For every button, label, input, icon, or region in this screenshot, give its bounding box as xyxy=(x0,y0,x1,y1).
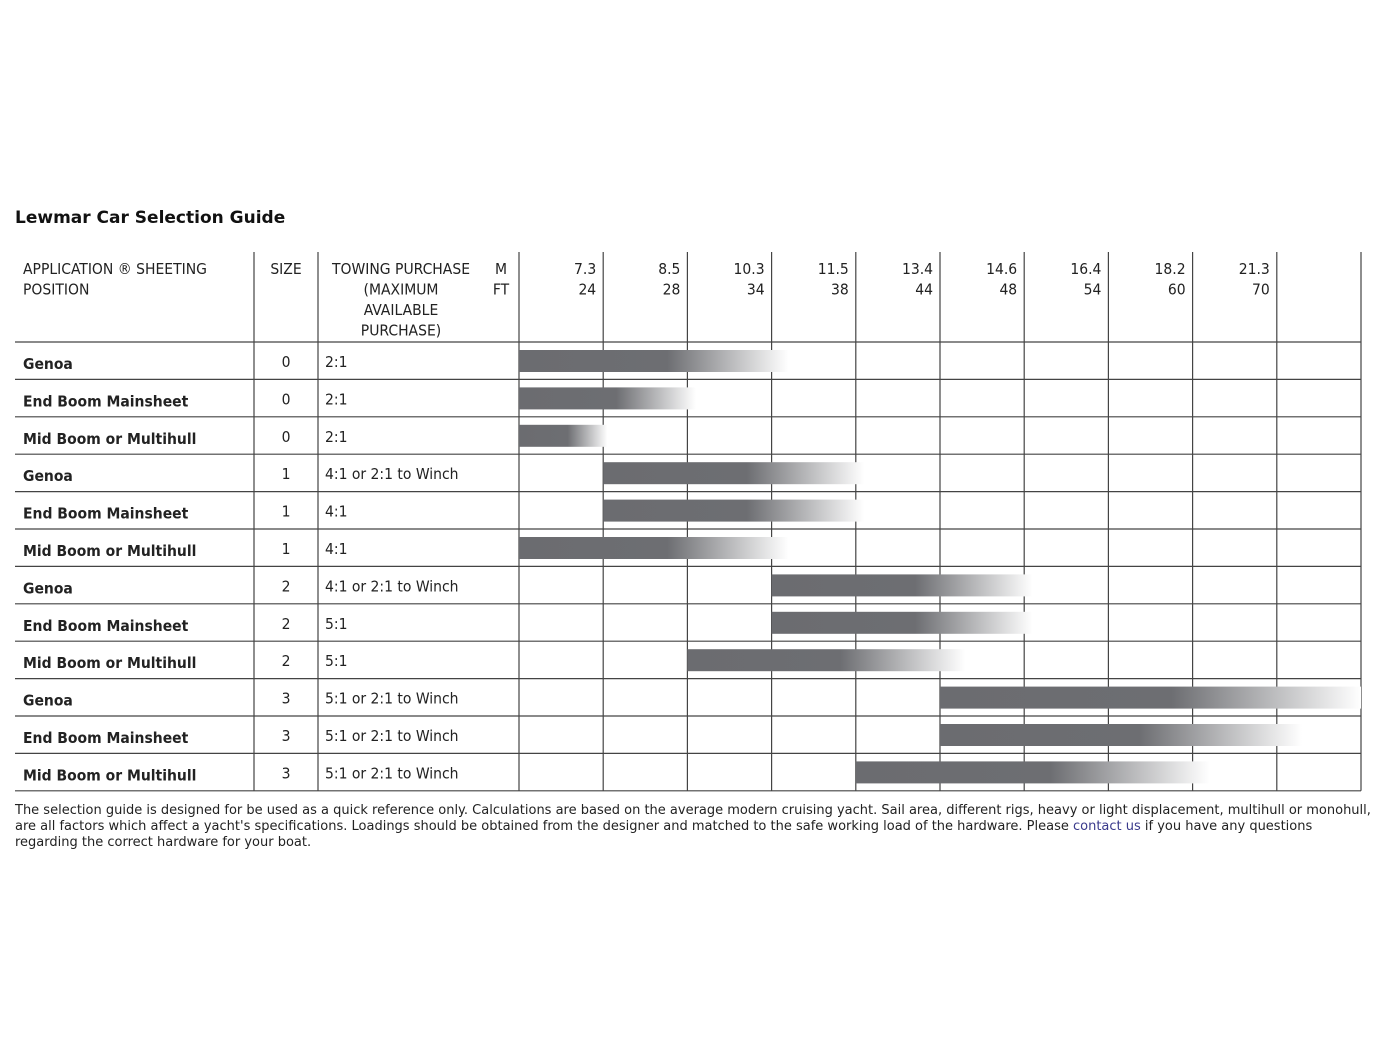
contact-us-link[interactable]: contact us xyxy=(1072,819,1141,834)
x-tick-m: 11.5 xyxy=(817,260,849,278)
row-application: Mid Boom or Multihull xyxy=(23,429,197,448)
header-unit-ft: FT xyxy=(492,280,510,299)
footnote-text-end: if you have any questions regarding the correct hardware for your boat. xyxy=(15,819,1313,850)
row-application: Genoa xyxy=(23,579,73,598)
row-application: End Boom Mainsheet xyxy=(23,729,189,747)
x-tick-m: 18.2 xyxy=(1154,260,1186,278)
header-towing: (MAXIMUM xyxy=(363,280,439,299)
x-tick-m: 16.4 xyxy=(1070,260,1102,278)
row-application: End Boom Mainsheet xyxy=(23,392,189,411)
header-application: APPLICATION ® SHEETING xyxy=(23,260,207,278)
row-application: End Boom Mainsheet xyxy=(23,504,189,523)
row-size: 2 xyxy=(281,652,291,671)
row-towing: 5:1 or 2:1 to Winch xyxy=(325,727,459,745)
range-bar xyxy=(603,500,864,522)
range-bar xyxy=(519,537,788,559)
x-tick-m: 8.5 xyxy=(658,260,681,278)
row-towing: 4:1 or 2:1 to Winch xyxy=(325,577,459,596)
row-towing: 5:1 or 2:1 to Winch xyxy=(325,689,459,708)
row-size: 1 xyxy=(281,465,291,484)
row-size: 3 xyxy=(281,727,291,745)
range-bar xyxy=(856,761,1210,783)
x-tick-m: 10.3 xyxy=(733,260,765,278)
row-towing: 4:1 xyxy=(325,502,348,521)
row-towing: 5:1 xyxy=(325,614,348,633)
range-bar xyxy=(772,612,1033,634)
header-towing: PURCHASE) xyxy=(360,321,442,340)
range-bar xyxy=(772,574,1033,596)
x-tick-ft: 28 xyxy=(662,280,681,299)
row-application: Genoa xyxy=(23,355,73,373)
row-size: 1 xyxy=(281,502,291,521)
header-towing: AVAILABLE xyxy=(363,301,439,319)
row-size: 1 xyxy=(281,540,291,558)
header-size: SIZE xyxy=(270,260,302,278)
row-towing: 4:1 or 2:1 to Winch xyxy=(325,465,459,484)
page-title: Lewmar Car Selection Guide xyxy=(15,208,286,228)
x-tick-m: 7.3 xyxy=(574,260,597,278)
range-bar xyxy=(940,687,1361,709)
header-application: POSITION xyxy=(23,280,90,299)
range-bar xyxy=(519,350,788,372)
header-towing: TOWING PURCHASE xyxy=(331,260,471,278)
row-size: 2 xyxy=(281,614,291,633)
row-application: Mid Boom or Multihull xyxy=(23,654,197,673)
row-size: 3 xyxy=(281,689,291,708)
x-tick-ft: 70 xyxy=(1252,280,1270,299)
row-size: 0 xyxy=(281,353,291,371)
row-towing: 2:1 xyxy=(325,353,348,371)
row-size: 3 xyxy=(281,764,291,783)
x-tick-ft: 44 xyxy=(915,280,933,299)
x-tick-ft: 38 xyxy=(831,280,849,299)
row-application: Genoa xyxy=(23,467,73,486)
x-tick-ft: 60 xyxy=(1167,280,1186,299)
range-bar xyxy=(519,387,696,409)
row-application: Mid Boom or Multihull xyxy=(23,766,197,785)
range-bar xyxy=(940,724,1302,746)
row-application: Mid Boom or Multihull xyxy=(23,542,197,560)
x-tick-m: 13.4 xyxy=(901,260,933,278)
range-bar xyxy=(687,649,965,671)
row-application: End Boom Mainsheet xyxy=(23,616,189,635)
footnote-text: The selection guide is designed for be used as a quick reference only. Calculations are based on the average modern cruising yacht. Sail area, different rigs, heavy or light displacement, multihull or monohull, are all factors which affect a yacht's specifications. Loadings should be obtained from the designer and matched to the safe working load of the hardware. Please xyxy=(15,803,1371,834)
row-towing: 4:1 xyxy=(325,540,348,558)
x-tick-ft: 54 xyxy=(1083,280,1102,299)
range-bar xyxy=(519,425,607,447)
header-unit-m: M xyxy=(494,260,508,278)
row-towing: 2:1 xyxy=(325,390,348,409)
footnote xyxy=(15,803,1375,851)
row-towing: 5:1 xyxy=(325,652,348,671)
row-size: 0 xyxy=(281,427,291,446)
x-tick-ft: 48 xyxy=(999,280,1018,299)
x-tick-ft: 34 xyxy=(746,280,765,299)
row-towing: 5:1 or 2:1 to Winch xyxy=(325,764,459,783)
row-towing: 2:1 xyxy=(325,427,348,446)
x-tick-m: 14.6 xyxy=(986,260,1018,278)
row-size: 2 xyxy=(281,577,291,596)
x-tick-m: 21.3 xyxy=(1238,260,1270,278)
row-application: Genoa xyxy=(23,691,73,710)
range-bar xyxy=(603,462,864,484)
x-tick-ft: 24 xyxy=(578,280,597,299)
row-size: 0 xyxy=(281,390,291,409)
